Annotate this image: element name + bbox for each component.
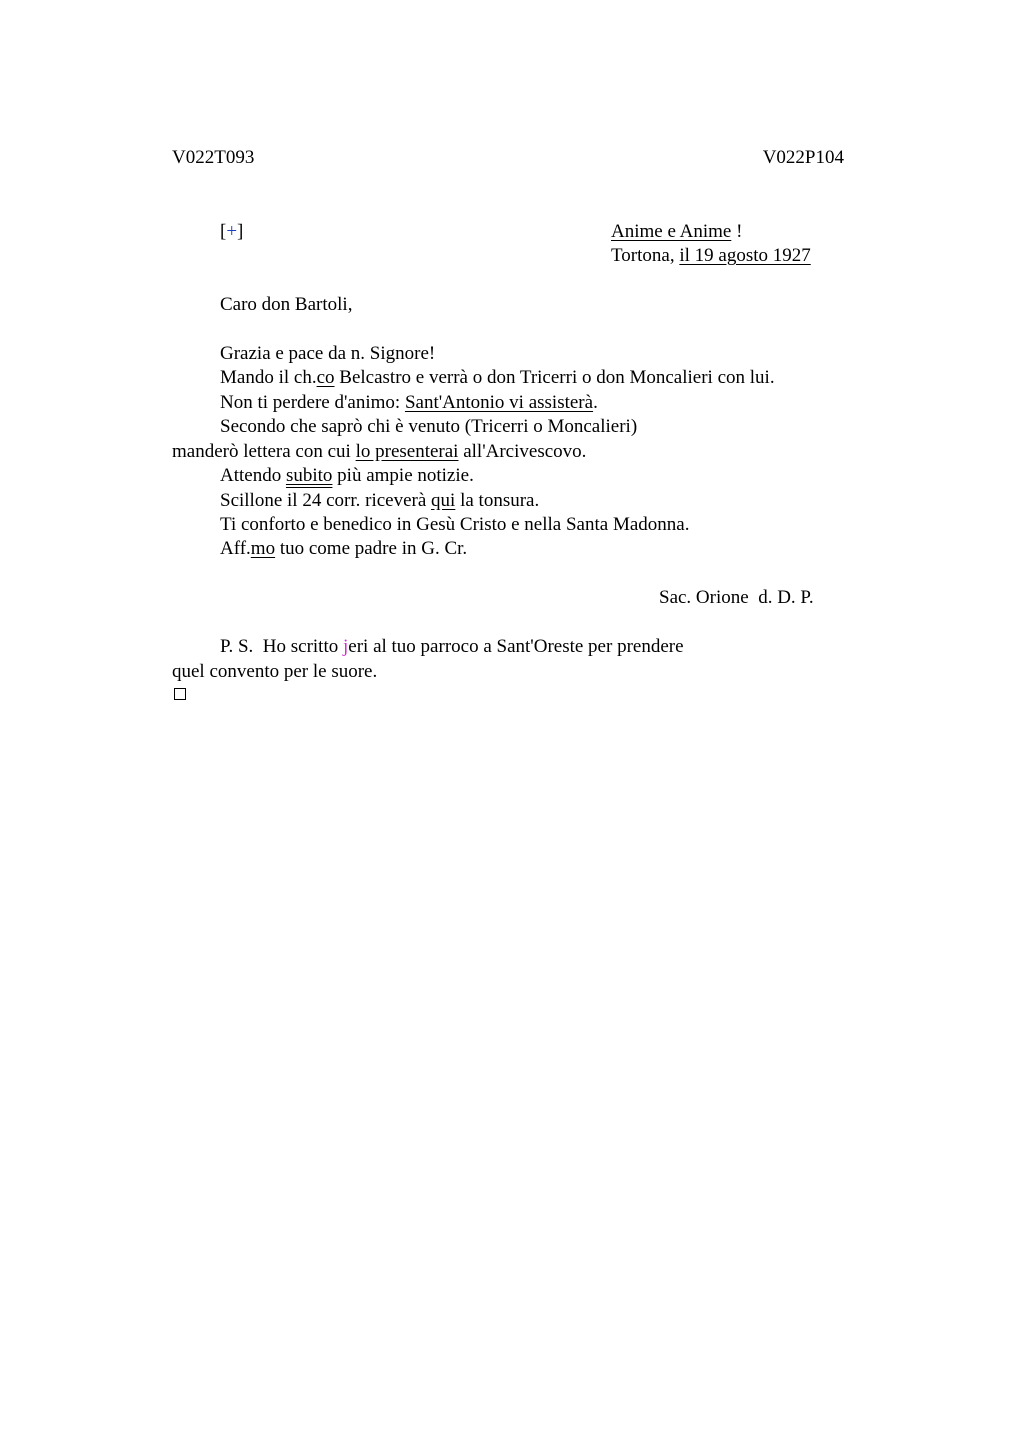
letter-line-7 (220, 489, 539, 513)
line-2-part-c: Belcastro e verrà o don Tricerri o don Moncalieri con lui. (334, 367, 775, 388)
cross-icon: + (226, 221, 238, 242)
line-5-part-a: manderò lettera con cui (172, 441, 356, 462)
salutation: Caro don Bartoli, (220, 294, 353, 315)
line-6-part-c: più ampie notizie. (332, 465, 474, 486)
end-marker-box-icon (174, 688, 186, 700)
letter-line-6 (220, 464, 474, 488)
line-3-part-a: Non ti perdere d'animo: (220, 392, 405, 413)
place-date (611, 244, 811, 268)
letter-line-9 (220, 537, 467, 561)
place: Tortona, (611, 245, 680, 266)
document-code-left: V022T093 (172, 147, 255, 168)
line-7-underlined: qui (431, 490, 456, 511)
line-7-part-a: Scillone il 24 corr. riceverà (220, 490, 432, 511)
line-2-abbrev: co (316, 367, 335, 388)
line-6-part-a: Attendo (220, 465, 286, 486)
letter-line-3 (220, 391, 598, 415)
letter-line-2 (220, 366, 775, 390)
line-9-part-a: Aff. (220, 538, 251, 559)
line-3-part-c: . (593, 392, 598, 413)
postscript-part-b: eri al tuo parroco a Sant'Oreste per prendere (348, 636, 684, 657)
motto (611, 220, 742, 244)
postscript-line-2: quel convento per le suore. (172, 661, 378, 682)
line-9-abbrev: mo (250, 538, 276, 559)
letter-line-8: Ti conforto e benedico in Gesù Cristo e nella Santa Madonna. (220, 514, 690, 535)
letter-line-1: Grazia e pace da n. Signore! (220, 343, 436, 364)
date: il 19 agosto 1927 (679, 245, 811, 266)
motto-text: Anime e Anime (611, 221, 732, 242)
postscript-part-a: P. S. Ho scritto (220, 636, 343, 657)
line-5-part-c: all'Arcivescovo. (458, 441, 587, 462)
line-9-part-c: tuo come padre in G. Cr. (275, 538, 468, 559)
postscript-highlighted-letter: j (343, 636, 349, 657)
cross-open-bracket: [ (220, 221, 227, 242)
line-5-underlined: lo presenterai (355, 441, 459, 462)
document-code-right: V022P104 (762, 147, 844, 168)
postscript-line-1 (220, 635, 684, 659)
line-6-double-underlined: subito (285, 465, 333, 486)
letter-line-5 (172, 440, 586, 464)
cross-close-bracket: ] (237, 221, 244, 242)
line-7-part-c: la tonsura. (455, 490, 540, 511)
line-2-part-a: Mando il ch. (220, 367, 317, 388)
letter-line-4: Secondo che saprò chi è venuto (Tricerri o Moncalieri) (220, 416, 638, 437)
line-3-underlined: Sant'Antonio vi assisterà (404, 392, 594, 413)
motto-exclamation: ! (731, 221, 743, 242)
signature: Sac. Orione d. D. P. (659, 587, 814, 608)
cross-marker (220, 220, 243, 244)
